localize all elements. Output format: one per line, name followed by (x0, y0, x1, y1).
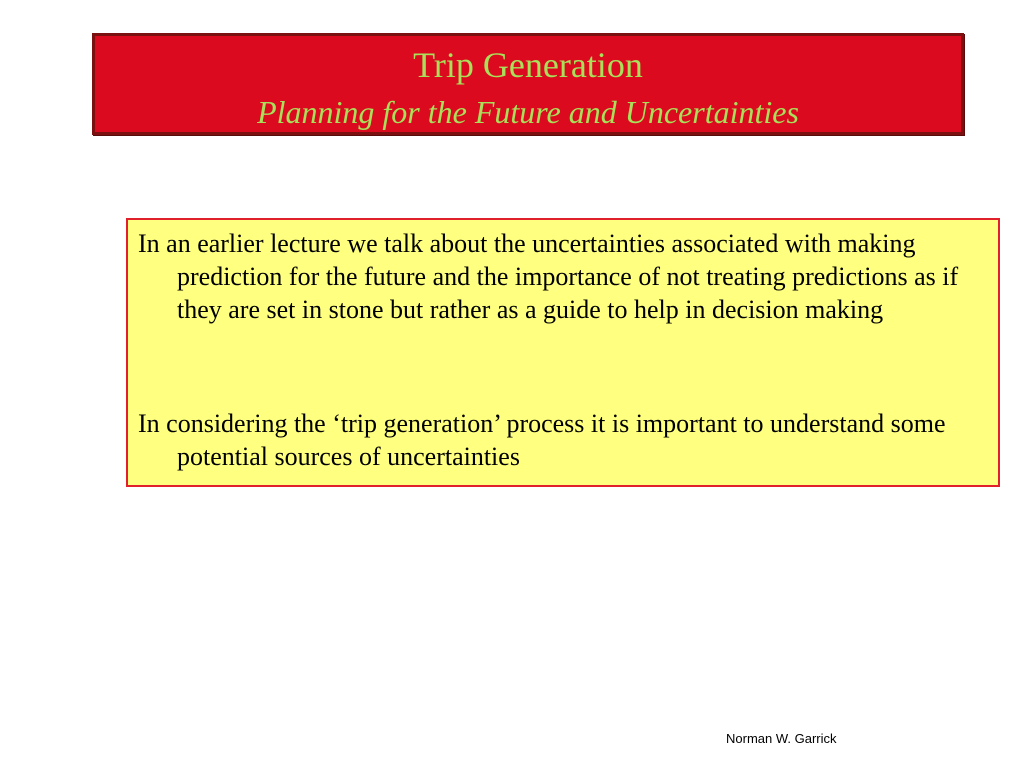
slide-subtitle: Planning for the Future and Uncertainties (257, 94, 799, 130)
content-box (126, 218, 1000, 487)
content-paragraph: In an earlier lecture we talk about the uncertainties associated with making prediction for the future and the importance of not treating predictions as if they are set in stone but rather as a guide to help in decision making (138, 229, 959, 324)
slide-title: Trip Generation (413, 45, 643, 85)
footer-author: Norman W. Garrick (726, 731, 837, 746)
title-banner (92, 33, 964, 135)
content-paragraph: In considering the ‘trip generation’ process it is important to understand some potential sources of uncertainties (138, 409, 946, 471)
